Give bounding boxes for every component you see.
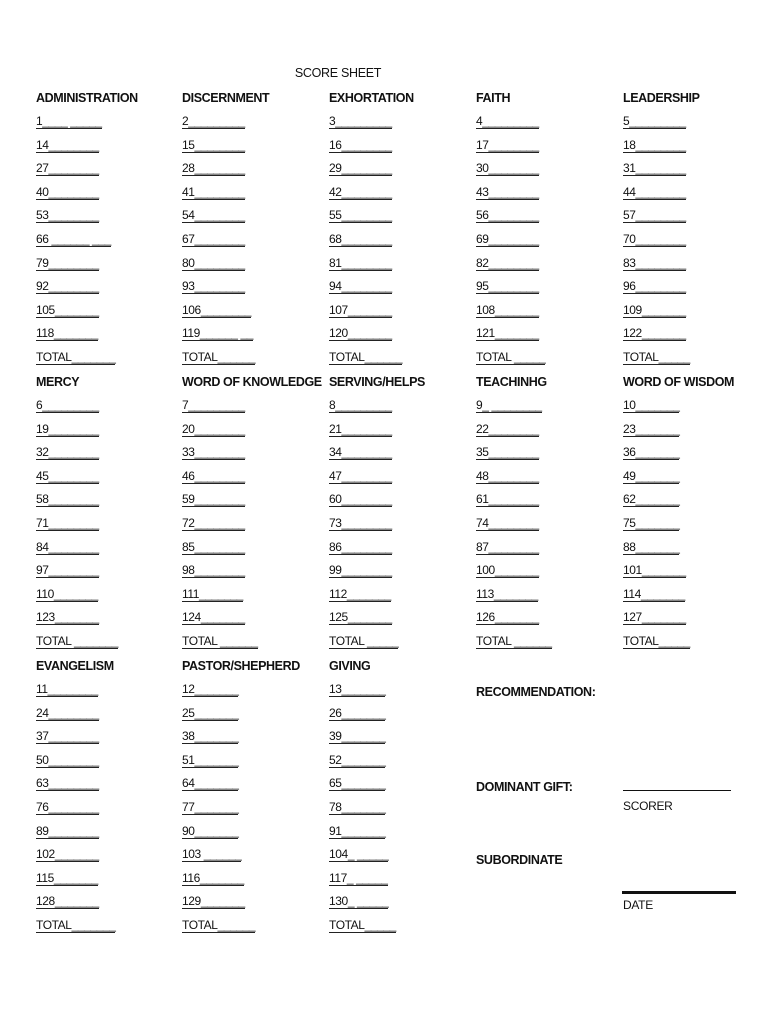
score-line: 78_______	[329, 800, 386, 814]
section-header: FAITH	[476, 91, 511, 105]
score-line: 46________	[182, 469, 245, 483]
score-line: 32________	[36, 445, 99, 459]
score-line: 105_______	[36, 303, 99, 317]
score-line: 49_______	[623, 469, 680, 483]
date-label: DATE	[623, 898, 653, 912]
score-line: 119______ __	[182, 326, 254, 340]
score-line: 95________	[476, 279, 539, 293]
score-line: 109_______	[623, 303, 686, 317]
score-line: 81________	[329, 256, 392, 270]
section-header: WORD OF WISDOM	[623, 375, 735, 389]
score-line: 74________	[476, 516, 539, 530]
section-header: WORD OF KNOWLEDGE	[182, 375, 322, 389]
total-line: TOTAL_______	[36, 918, 116, 932]
score-line: 106________	[182, 303, 252, 317]
score-line: 75_______	[623, 516, 680, 530]
section-header: EXHORTATION	[329, 91, 414, 105]
score-line: 38_______	[182, 729, 239, 743]
score-line: 92________	[36, 279, 99, 293]
score-line: 67________	[182, 232, 245, 246]
score-line: 80________	[182, 256, 245, 270]
score-line: 51_______	[182, 753, 239, 767]
total-line: TOTAL______	[182, 350, 256, 364]
score-line: 58________	[36, 492, 99, 506]
score-line: 120_______	[329, 326, 392, 340]
score-line: 73________	[329, 516, 392, 530]
total-line: TOTAL _____	[476, 350, 546, 364]
score-line: 4_________	[476, 114, 539, 128]
score-line: 122_______	[623, 326, 686, 340]
score-line: 107_______	[329, 303, 392, 317]
score-line: 11________	[36, 682, 98, 696]
section-header: MERCY	[36, 375, 80, 389]
score-line: 34________	[329, 445, 392, 459]
score-line: 99________	[329, 563, 392, 577]
score-line: 47________	[329, 469, 392, 483]
total-line: TOTAL ______	[182, 634, 258, 648]
score-line: 117_ _____	[329, 871, 388, 885]
score-line: 55________	[329, 208, 392, 222]
score-line: 33________	[182, 445, 245, 459]
score-line: 85________	[182, 540, 245, 554]
score-line: 59________	[182, 492, 245, 506]
score-line: 15________	[182, 138, 245, 152]
score-line: 84________	[36, 540, 99, 554]
score-line: 76________	[36, 800, 99, 814]
dominant-gift-label: DOMINANT GIFT:	[476, 780, 573, 794]
section-header: TEACHINHG	[476, 375, 547, 389]
score-line: 128_______	[36, 894, 99, 908]
score-line: 88_______	[623, 540, 680, 554]
score-line: 45________	[36, 469, 99, 483]
score-line: 124_______	[182, 610, 245, 624]
score-line: 56________	[476, 208, 539, 222]
score-line: 28________	[182, 161, 245, 175]
score-line: 16________	[329, 138, 392, 152]
score-line: 72________	[182, 516, 245, 530]
score-line: 1____ _____	[36, 114, 102, 128]
score-line: 82________	[476, 256, 539, 270]
subordinate-label: SUBORDINATE	[476, 853, 563, 867]
total-line: TOTAL_____	[623, 634, 690, 648]
score-line: 18________	[623, 138, 686, 152]
score-line: 21________	[329, 422, 392, 436]
score-line: 61________	[476, 492, 539, 506]
total-line: TOTAL _______	[36, 634, 118, 648]
score-line: 123_______	[36, 610, 99, 624]
score-line: 89________	[36, 824, 99, 838]
score-line: 6_________	[36, 398, 99, 412]
score-line: 36_______	[623, 445, 680, 459]
total-line: TOTAL_______	[36, 350, 116, 364]
score-line: 5_________	[623, 114, 686, 128]
score-line: 79________	[36, 256, 99, 270]
total-line: TOTAL______	[182, 918, 256, 932]
score-line: 50________	[36, 753, 99, 767]
score-line: 129_______	[182, 894, 245, 908]
score-line: 62_______	[623, 492, 680, 506]
score-line: 54________	[182, 208, 245, 222]
score-line: 37________	[36, 729, 99, 743]
score-line: 14________	[36, 138, 99, 152]
score-line: 86________	[329, 540, 392, 554]
score-line: 100_______	[476, 563, 539, 577]
score-line: 98________	[182, 563, 245, 577]
section-header: EVANGELISM	[36, 659, 114, 673]
score-line: 44________	[623, 185, 686, 199]
score-line: 42________	[329, 185, 392, 199]
score-line: 103 ______	[182, 847, 242, 861]
score-line: 102_______	[36, 847, 99, 861]
score-line: 26_______	[329, 706, 386, 720]
score-line: 126_______	[476, 610, 539, 624]
score-line: 57________	[623, 208, 686, 222]
score-line: 66 ______ ___	[36, 232, 111, 246]
score-line: 114_______	[623, 587, 685, 601]
score-line: 10_______	[623, 398, 680, 412]
score-line: 130_ _____	[329, 894, 389, 908]
section-header: DISCERNMENT	[182, 91, 270, 105]
total-line: TOTAL _____	[329, 634, 399, 648]
score-line: 9_ ________	[476, 398, 542, 412]
score-line: 118_______	[36, 326, 98, 340]
score-line: 87________	[476, 540, 539, 554]
recommendation-label: RECOMMENDATION:	[476, 685, 596, 699]
total-line: TOTAL_____	[623, 350, 690, 364]
score-line: 63________	[36, 776, 99, 790]
score-line: 31________	[623, 161, 686, 175]
score-line: 13_______	[329, 682, 386, 696]
total-line: TOTAL ______	[476, 634, 552, 648]
score-line: 3_________	[329, 114, 392, 128]
score-line: 23_______	[623, 422, 680, 436]
score-line: 125_______	[329, 610, 392, 624]
score-line: 52_______	[329, 753, 386, 767]
score-line: 83________	[623, 256, 686, 270]
score-line: 29________	[329, 161, 392, 175]
score-line: 70________	[623, 232, 686, 246]
score-line: 19________	[36, 422, 99, 436]
score-line: 111_______	[182, 587, 243, 601]
section-header: SERVING/HELPS	[329, 375, 425, 389]
score-line: 112_______	[329, 587, 391, 601]
score-line: 2_________	[182, 114, 245, 128]
scorer-label: SCORER	[623, 799, 673, 813]
scorer-signature-line	[623, 790, 731, 791]
score-line: 65_______	[329, 776, 386, 790]
score-line: 110_______	[36, 587, 98, 601]
score-line: 27________	[36, 161, 99, 175]
page-title: SCORE SHEET	[294, 66, 382, 80]
date-signature-line	[622, 891, 736, 894]
score-line: 8_________	[329, 398, 392, 412]
score-line: 68________	[329, 232, 392, 246]
score-line: 101_______	[623, 563, 686, 577]
score-line: 43________	[476, 185, 539, 199]
score-line: 108_______	[476, 303, 539, 317]
score-line: 71________	[36, 516, 99, 530]
score-line: 35________	[476, 445, 539, 459]
score-line: 116_______	[182, 871, 244, 885]
score-line: 64_______	[182, 776, 239, 790]
section-header: PASTOR/SHEPHERD	[182, 659, 300, 673]
score-line: 40________	[36, 185, 99, 199]
score-line: 17________	[476, 138, 539, 152]
score-line: 91_______	[329, 824, 386, 838]
score-line: 20________	[182, 422, 245, 436]
score-line: 30________	[476, 161, 539, 175]
score-line: 77_______	[182, 800, 239, 814]
score-line: 94________	[329, 279, 392, 293]
score-line: 90_______	[182, 824, 239, 838]
score-line: 121_______	[476, 326, 539, 340]
score-line: 69________	[476, 232, 539, 246]
score-line: 22________	[476, 422, 539, 436]
total-line: TOTAL_____	[329, 918, 396, 932]
score-line: 113_______	[476, 587, 538, 601]
score-line: 24________	[36, 706, 99, 720]
score-line: 93________	[182, 279, 245, 293]
score-line: 53________	[36, 208, 99, 222]
score-line: 115_______	[36, 871, 98, 885]
score-line: 48________	[476, 469, 539, 483]
score-line: 127_______	[623, 610, 686, 624]
section-header: ADMINISTRATION	[36, 91, 138, 105]
score-line: 12_______	[182, 682, 239, 696]
score-line: 25_______	[182, 706, 239, 720]
section-header: LEADERSHIP	[623, 91, 700, 105]
score-line: 97________	[36, 563, 99, 577]
total-line: TOTAL______	[329, 350, 403, 364]
score-line: 39_______	[329, 729, 386, 743]
score-line: 96________	[623, 279, 686, 293]
score-line: 60________	[329, 492, 392, 506]
score-line: 104_ _____	[329, 847, 389, 861]
score-line: 7_________	[182, 398, 245, 412]
score-line: 41________	[182, 185, 245, 199]
section-header: GIVING	[329, 659, 371, 673]
